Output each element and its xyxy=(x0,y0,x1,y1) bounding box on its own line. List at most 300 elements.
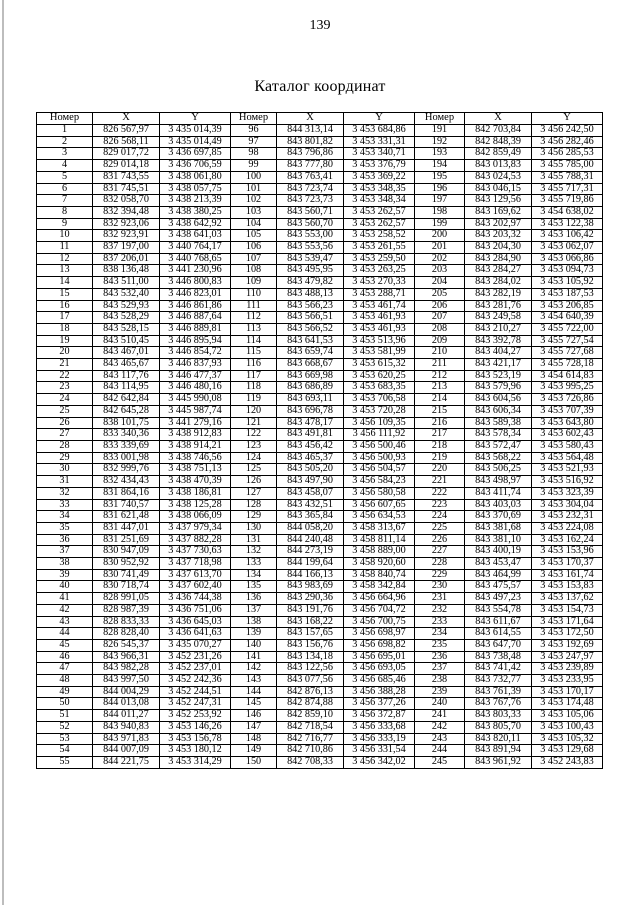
point-number-cell: 38 xyxy=(37,558,93,570)
point-number-cell: 235 xyxy=(415,639,465,651)
x-coordinate-cell: 843 203,32 xyxy=(465,230,532,242)
point-number-cell: 133 xyxy=(231,558,277,570)
point-number-cell: 98 xyxy=(231,148,277,160)
table-row xyxy=(37,604,603,616)
y-coordinate-cell: 3 453 161,74 xyxy=(532,569,603,581)
y-coordinate-cell: 3 453 348,35 xyxy=(344,183,415,195)
point-number-cell: 213 xyxy=(415,382,465,394)
x-coordinate-cell: 844 221,75 xyxy=(93,756,160,768)
column-header-y: Y xyxy=(160,113,231,125)
x-coordinate-cell: 843 805,70 xyxy=(465,721,532,733)
x-coordinate-cell: 843 169,62 xyxy=(465,206,532,218)
y-coordinate-cell: 3 446 480,16 xyxy=(160,382,231,394)
y-coordinate-cell: 3 435 014,49 xyxy=(160,136,231,148)
table-row xyxy=(37,721,603,733)
point-number-cell: 109 xyxy=(231,277,277,289)
point-number-cell: 118 xyxy=(231,382,277,394)
y-coordinate-cell: 3 438 186,81 xyxy=(160,487,231,499)
x-coordinate-cell: 843 820,11 xyxy=(465,733,532,745)
y-coordinate-cell: 3 438 751,13 xyxy=(160,464,231,476)
y-coordinate-cell: 3 453 262,57 xyxy=(344,218,415,230)
point-number-cell: 144 xyxy=(231,686,277,698)
y-coordinate-cell: 3 453 094,73 xyxy=(532,265,603,277)
y-coordinate-cell: 3 437 602,40 xyxy=(160,581,231,593)
y-coordinate-cell: 3 438 061,80 xyxy=(160,171,231,183)
point-number-cell: 230 xyxy=(415,581,465,593)
point-number-cell: 37 xyxy=(37,546,93,558)
y-coordinate-cell: 3 453 516,92 xyxy=(532,476,603,488)
y-coordinate-cell: 3 453 263,25 xyxy=(344,265,415,277)
x-coordinate-cell: 844 007,09 xyxy=(93,745,160,757)
x-coordinate-cell: 844 004,29 xyxy=(93,686,160,698)
x-coordinate-cell: 831 745,51 xyxy=(93,183,160,195)
x-coordinate-cell: 843 647,70 xyxy=(465,639,532,651)
point-number-cell: 42 xyxy=(37,604,93,616)
table-row xyxy=(37,710,603,722)
point-number-cell: 34 xyxy=(37,511,93,523)
point-number-cell: 217 xyxy=(415,429,465,441)
point-number-cell: 209 xyxy=(415,335,465,347)
x-coordinate-cell: 844 273,19 xyxy=(277,546,344,558)
table-row xyxy=(37,581,603,593)
point-number-cell: 131 xyxy=(231,534,277,546)
y-coordinate-cell: 3 456 607,65 xyxy=(344,499,415,511)
column-header-x: X xyxy=(93,113,160,125)
y-coordinate-cell: 3 456 504,57 xyxy=(344,464,415,476)
point-number-cell: 148 xyxy=(231,733,277,745)
y-coordinate-cell: 3 455 728,18 xyxy=(532,359,603,371)
point-number-cell: 7 xyxy=(37,195,93,207)
x-coordinate-cell: 828 828,40 xyxy=(93,628,160,640)
point-number-cell: 215 xyxy=(415,405,465,417)
x-coordinate-cell: 842 718,54 xyxy=(277,721,344,733)
point-number-cell: 26 xyxy=(37,417,93,429)
table-row xyxy=(37,359,603,371)
x-coordinate-cell: 843 458,07 xyxy=(277,487,344,499)
x-coordinate-cell: 843 400,19 xyxy=(465,546,532,558)
point-number-cell: 14 xyxy=(37,277,93,289)
x-coordinate-cell: 843 604,56 xyxy=(465,394,532,406)
point-number-cell: 110 xyxy=(231,288,277,300)
x-coordinate-cell: 843 210,27 xyxy=(465,323,532,335)
y-coordinate-cell: 3 458 313,67 xyxy=(344,522,415,534)
x-coordinate-cell: 828 991,05 xyxy=(93,593,160,605)
y-coordinate-cell: 3 437 882,28 xyxy=(160,534,231,546)
x-coordinate-cell: 844 013,08 xyxy=(93,698,160,710)
table-row xyxy=(37,464,603,476)
point-number-cell: 53 xyxy=(37,733,93,745)
x-coordinate-cell: 842 859,10 xyxy=(277,710,344,722)
point-number-cell: 204 xyxy=(415,277,465,289)
y-coordinate-cell: 3 437 613,70 xyxy=(160,569,231,581)
point-number-cell: 121 xyxy=(231,417,277,429)
y-coordinate-cell: 3 453 247,97 xyxy=(532,651,603,663)
table-row xyxy=(37,628,603,640)
y-coordinate-cell: 3 453 105,92 xyxy=(532,277,603,289)
point-number-cell: 234 xyxy=(415,628,465,640)
x-coordinate-cell: 843 578,34 xyxy=(465,429,532,441)
y-coordinate-cell: 3 452 242,36 xyxy=(160,675,231,687)
table-row xyxy=(37,534,603,546)
x-coordinate-cell: 843 554,78 xyxy=(465,604,532,616)
y-coordinate-cell: 3 446 887,64 xyxy=(160,312,231,324)
y-coordinate-cell: 3 438 066,09 xyxy=(160,511,231,523)
y-coordinate-cell: 3 456 282,46 xyxy=(532,136,603,148)
point-number-cell: 104 xyxy=(231,218,277,230)
y-coordinate-cell: 3 437 718,98 xyxy=(160,558,231,570)
column-header-y: Y xyxy=(344,113,415,125)
x-coordinate-cell: 843 202,97 xyxy=(465,218,532,230)
table-row xyxy=(37,394,603,406)
x-coordinate-cell: 842 848,39 xyxy=(465,136,532,148)
point-number-cell: 206 xyxy=(415,300,465,312)
x-coordinate-cell: 843 553,56 xyxy=(277,242,344,254)
table-row xyxy=(37,663,603,675)
y-coordinate-cell: 3 453 180,12 xyxy=(160,745,231,757)
point-number-cell: 214 xyxy=(415,394,465,406)
table-row xyxy=(37,265,603,277)
point-number-cell: 244 xyxy=(415,745,465,757)
x-coordinate-cell: 844 011,27 xyxy=(93,710,160,722)
point-number-cell: 135 xyxy=(231,581,277,593)
y-coordinate-cell: 3 458 920,60 xyxy=(344,558,415,570)
point-number-cell: 238 xyxy=(415,675,465,687)
y-coordinate-cell: 3 455 727,54 xyxy=(532,335,603,347)
x-coordinate-cell: 843 511,00 xyxy=(93,277,160,289)
y-coordinate-cell: 3 453 581,99 xyxy=(344,347,415,359)
point-number-cell: 197 xyxy=(415,195,465,207)
point-number-cell: 228 xyxy=(415,558,465,570)
x-coordinate-cell: 843 191,76 xyxy=(277,604,344,616)
point-number-cell: 108 xyxy=(231,265,277,277)
table-row xyxy=(37,288,603,300)
y-coordinate-cell: 3 456 500,46 xyxy=(344,440,415,452)
x-coordinate-cell: 843 456,42 xyxy=(277,440,344,452)
y-coordinate-cell: 3 456 372,87 xyxy=(344,710,415,722)
x-coordinate-cell: 842 876,13 xyxy=(277,686,344,698)
point-number-cell: 5 xyxy=(37,171,93,183)
column-header-x: X xyxy=(465,113,532,125)
point-number-cell: 49 xyxy=(37,686,93,698)
y-coordinate-cell: 3 453 153,83 xyxy=(532,581,603,593)
y-coordinate-cell: 3 453 270,33 xyxy=(344,277,415,289)
point-number-cell: 97 xyxy=(231,136,277,148)
x-coordinate-cell: 843 024,53 xyxy=(465,171,532,183)
point-number-cell: 198 xyxy=(415,206,465,218)
x-coordinate-cell: 843 122,56 xyxy=(277,663,344,675)
point-number-cell: 15 xyxy=(37,288,93,300)
y-coordinate-cell: 3 438 380,25 xyxy=(160,206,231,218)
point-number-cell: 138 xyxy=(231,616,277,628)
point-number-cell: 205 xyxy=(415,288,465,300)
y-coordinate-cell: 3 453 171,64 xyxy=(532,616,603,628)
y-coordinate-cell: 3 453 323,39 xyxy=(532,487,603,499)
y-coordinate-cell: 3 452 237,01 xyxy=(160,663,231,675)
y-coordinate-cell: 3 453 683,35 xyxy=(344,382,415,394)
x-coordinate-cell: 843 432,51 xyxy=(277,499,344,511)
x-coordinate-cell: 843 370,69 xyxy=(465,511,532,523)
y-coordinate-cell: 3 453 331,31 xyxy=(344,136,415,148)
x-coordinate-cell: 832 058,70 xyxy=(93,195,160,207)
point-number-cell: 202 xyxy=(415,253,465,265)
x-coordinate-cell: 842 710,86 xyxy=(277,745,344,757)
y-coordinate-cell: 3 453 620,25 xyxy=(344,370,415,382)
y-coordinate-cell: 3 453 726,86 xyxy=(532,394,603,406)
y-coordinate-cell: 3 453 262,57 xyxy=(344,206,415,218)
x-coordinate-cell: 843 572,47 xyxy=(465,440,532,452)
x-coordinate-cell: 843 157,65 xyxy=(277,628,344,640)
y-coordinate-cell: 3 437 979,34 xyxy=(160,522,231,534)
y-coordinate-cell: 3 453 233,95 xyxy=(532,675,603,687)
x-coordinate-cell: 843 134,18 xyxy=(277,651,344,663)
x-coordinate-cell: 843 077,56 xyxy=(277,675,344,687)
point-number-cell: 16 xyxy=(37,300,93,312)
table-row xyxy=(37,593,603,605)
y-coordinate-cell: 3 435 014,39 xyxy=(160,125,231,137)
x-coordinate-cell: 828 833,33 xyxy=(93,616,160,628)
point-number-cell: 225 xyxy=(415,522,465,534)
y-coordinate-cell: 3 454 614,83 xyxy=(532,370,603,382)
point-number-cell: 114 xyxy=(231,335,277,347)
x-coordinate-cell: 843 983,69 xyxy=(277,581,344,593)
x-coordinate-cell: 843 381,68 xyxy=(465,522,532,534)
y-coordinate-cell: 3 453 376,79 xyxy=(344,160,415,172)
x-coordinate-cell: 843 763,41 xyxy=(277,171,344,183)
y-coordinate-cell: 3 441 279,16 xyxy=(160,417,231,429)
table-row xyxy=(37,440,603,452)
y-coordinate-cell: 3 452 243,83 xyxy=(532,756,603,768)
table-row xyxy=(37,686,603,698)
point-number-cell: 113 xyxy=(231,323,277,335)
point-number-cell: 23 xyxy=(37,382,93,394)
point-number-cell: 137 xyxy=(231,604,277,616)
x-coordinate-cell: 842 716,77 xyxy=(277,733,344,745)
table-row xyxy=(37,335,603,347)
x-coordinate-cell: 843 566,23 xyxy=(277,300,344,312)
x-coordinate-cell: 831 740,57 xyxy=(93,499,160,511)
x-coordinate-cell: 833 339,69 xyxy=(93,440,160,452)
table-row xyxy=(37,651,603,663)
y-coordinate-cell: 3 455 785,00 xyxy=(532,160,603,172)
table-row xyxy=(37,195,603,207)
y-coordinate-cell: 3 453 461,74 xyxy=(344,300,415,312)
x-coordinate-cell: 843 528,15 xyxy=(93,323,160,335)
table-row xyxy=(37,253,603,265)
point-number-cell: 237 xyxy=(415,663,465,675)
point-number-cell: 120 xyxy=(231,405,277,417)
point-number-cell: 203 xyxy=(415,265,465,277)
table-row xyxy=(37,183,603,195)
point-number-cell: 210 xyxy=(415,347,465,359)
x-coordinate-cell: 844 166,13 xyxy=(277,569,344,581)
point-number-cell: 27 xyxy=(37,429,93,441)
y-coordinate-cell: 3 458 889,00 xyxy=(344,546,415,558)
point-number-cell: 55 xyxy=(37,756,93,768)
y-coordinate-cell: 3 440 764,17 xyxy=(160,242,231,254)
point-number-cell: 224 xyxy=(415,511,465,523)
point-number-cell: 41 xyxy=(37,593,93,605)
y-coordinate-cell: 3 438 213,39 xyxy=(160,195,231,207)
x-coordinate-cell: 843 381,10 xyxy=(465,534,532,546)
x-coordinate-cell: 829 017,72 xyxy=(93,148,160,160)
point-number-cell: 24 xyxy=(37,394,93,406)
point-number-cell: 122 xyxy=(231,429,277,441)
table-row xyxy=(37,745,603,757)
point-number-cell: 35 xyxy=(37,522,93,534)
y-coordinate-cell: 3 453 707,39 xyxy=(532,405,603,417)
x-coordinate-cell: 843 566,52 xyxy=(277,323,344,335)
x-coordinate-cell: 843 510,45 xyxy=(93,335,160,347)
y-coordinate-cell: 3 453 615,32 xyxy=(344,359,415,371)
x-coordinate-cell: 831 447,01 xyxy=(93,522,160,534)
y-coordinate-cell: 3 456 333,19 xyxy=(344,733,415,745)
y-coordinate-cell: 3 453 162,24 xyxy=(532,534,603,546)
point-number-cell: 102 xyxy=(231,195,277,207)
y-coordinate-cell: 3 456 704,72 xyxy=(344,604,415,616)
x-coordinate-cell: 829 014,18 xyxy=(93,160,160,172)
y-coordinate-cell: 3 438 470,39 xyxy=(160,476,231,488)
x-coordinate-cell: 843 465,67 xyxy=(93,359,160,371)
point-number-cell: 123 xyxy=(231,440,277,452)
point-number-cell: 221 xyxy=(415,476,465,488)
y-coordinate-cell: 3 455 722,00 xyxy=(532,323,603,335)
column-header-number: Номер xyxy=(231,113,277,125)
y-coordinate-cell: 3 456 111,92 xyxy=(344,429,415,441)
y-coordinate-cell: 3 452 253,92 xyxy=(160,710,231,722)
x-coordinate-cell: 842 642,84 xyxy=(93,394,160,406)
y-coordinate-cell: 3 453 643,80 xyxy=(532,417,603,429)
y-coordinate-cell: 3 453 187,53 xyxy=(532,288,603,300)
scan-edge xyxy=(2,0,4,905)
y-coordinate-cell: 3 453 206,85 xyxy=(532,300,603,312)
point-number-cell: 195 xyxy=(415,171,465,183)
x-coordinate-cell: 843 966,31 xyxy=(93,651,160,663)
y-coordinate-cell: 3 455 719,86 xyxy=(532,195,603,207)
table-row xyxy=(37,675,603,687)
point-number-cell: 199 xyxy=(415,218,465,230)
y-coordinate-cell: 3 453 580,43 xyxy=(532,440,603,452)
table-row xyxy=(37,417,603,429)
y-coordinate-cell: 3 446 800,83 xyxy=(160,277,231,289)
point-number-cell: 99 xyxy=(231,160,277,172)
column-header-x: X xyxy=(277,113,344,125)
y-coordinate-cell: 3 453 224,08 xyxy=(532,522,603,534)
y-coordinate-cell: 3 453 153,96 xyxy=(532,546,603,558)
x-coordinate-cell: 843 488,13 xyxy=(277,288,344,300)
point-number-cell: 107 xyxy=(231,253,277,265)
y-coordinate-cell: 3 436 645,03 xyxy=(160,616,231,628)
x-coordinate-cell: 843 589,38 xyxy=(465,417,532,429)
x-coordinate-cell: 843 475,57 xyxy=(465,581,532,593)
y-coordinate-cell: 3 453 720,28 xyxy=(344,405,415,417)
y-coordinate-cell: 3 446 837,93 xyxy=(160,359,231,371)
point-number-cell: 6 xyxy=(37,183,93,195)
table-row xyxy=(37,429,603,441)
point-number-cell: 40 xyxy=(37,581,93,593)
x-coordinate-cell: 843 365,84 xyxy=(277,511,344,523)
table-row xyxy=(37,370,603,382)
y-coordinate-cell: 3 453 684,86 xyxy=(344,125,415,137)
y-coordinate-cell: 3 456 377,26 xyxy=(344,698,415,710)
y-coordinate-cell: 3 453 106,42 xyxy=(532,230,603,242)
x-coordinate-cell: 843 767,76 xyxy=(465,698,532,710)
y-coordinate-cell: 3 456 634,53 xyxy=(344,511,415,523)
y-coordinate-cell: 3 453 513,96 xyxy=(344,335,415,347)
point-number-cell: 2 xyxy=(37,136,93,148)
table-row xyxy=(37,218,603,230)
point-number-cell: 52 xyxy=(37,721,93,733)
x-coordinate-cell: 842 874,88 xyxy=(277,698,344,710)
x-coordinate-cell: 843 495,95 xyxy=(277,265,344,277)
x-coordinate-cell: 843 204,30 xyxy=(465,242,532,254)
x-coordinate-cell: 843 046,15 xyxy=(465,183,532,195)
page-number: 139 xyxy=(309,18,331,33)
x-coordinate-cell: 843 129,56 xyxy=(465,195,532,207)
table-row xyxy=(37,382,603,394)
x-coordinate-cell: 831 251,69 xyxy=(93,534,160,546)
point-number-cell: 208 xyxy=(415,323,465,335)
y-coordinate-cell: 3 452 244,51 xyxy=(160,686,231,698)
y-coordinate-cell: 3 438 914,21 xyxy=(160,440,231,452)
point-number-cell: 132 xyxy=(231,546,277,558)
x-coordinate-cell: 838 136,48 xyxy=(93,265,160,277)
x-coordinate-cell: 831 864,16 xyxy=(93,487,160,499)
table-row xyxy=(37,312,603,324)
y-coordinate-cell: 3 456 331,54 xyxy=(344,745,415,757)
point-number-cell: 232 xyxy=(415,604,465,616)
y-coordinate-cell: 3 438 912,83 xyxy=(160,429,231,441)
x-coordinate-cell: 843 281,76 xyxy=(465,300,532,312)
point-number-cell: 128 xyxy=(231,499,277,511)
point-number-cell: 145 xyxy=(231,698,277,710)
y-coordinate-cell: 3 453 261,55 xyxy=(344,242,415,254)
x-coordinate-cell: 843 117,76 xyxy=(93,370,160,382)
y-coordinate-cell: 3 441 230,96 xyxy=(160,265,231,277)
x-coordinate-cell: 843 611,67 xyxy=(465,616,532,628)
table-row xyxy=(37,511,603,523)
point-number-cell: 18 xyxy=(37,323,93,335)
table-row xyxy=(37,136,603,148)
x-coordinate-cell: 831 743,55 xyxy=(93,171,160,183)
x-coordinate-cell: 843 284,27 xyxy=(465,265,532,277)
point-number-cell: 30 xyxy=(37,464,93,476)
x-coordinate-cell: 843 579,96 xyxy=(465,382,532,394)
y-coordinate-cell: 3 455 717,31 xyxy=(532,183,603,195)
point-number-cell: 44 xyxy=(37,628,93,640)
x-coordinate-cell: 830 952,92 xyxy=(93,558,160,570)
x-coordinate-cell: 843 971,83 xyxy=(93,733,160,745)
point-number-cell: 47 xyxy=(37,663,93,675)
point-number-cell: 218 xyxy=(415,440,465,452)
table-row xyxy=(37,230,603,242)
y-coordinate-cell: 3 446 895,94 xyxy=(160,335,231,347)
point-number-cell: 111 xyxy=(231,300,277,312)
point-number-cell: 25 xyxy=(37,405,93,417)
x-coordinate-cell: 833 340,36 xyxy=(93,429,160,441)
point-number-cell: 17 xyxy=(37,312,93,324)
point-number-cell: 216 xyxy=(415,417,465,429)
point-number-cell: 236 xyxy=(415,651,465,663)
y-coordinate-cell: 3 438 125,28 xyxy=(160,499,231,511)
x-coordinate-cell: 843 606,34 xyxy=(465,405,532,417)
point-number-cell: 126 xyxy=(231,476,277,488)
y-coordinate-cell: 3 453 129,68 xyxy=(532,745,603,757)
table-row xyxy=(37,125,603,137)
point-number-cell: 31 xyxy=(37,476,93,488)
point-number-cell: 245 xyxy=(415,756,465,768)
point-number-cell: 3 xyxy=(37,148,93,160)
point-number-cell: 130 xyxy=(231,522,277,534)
